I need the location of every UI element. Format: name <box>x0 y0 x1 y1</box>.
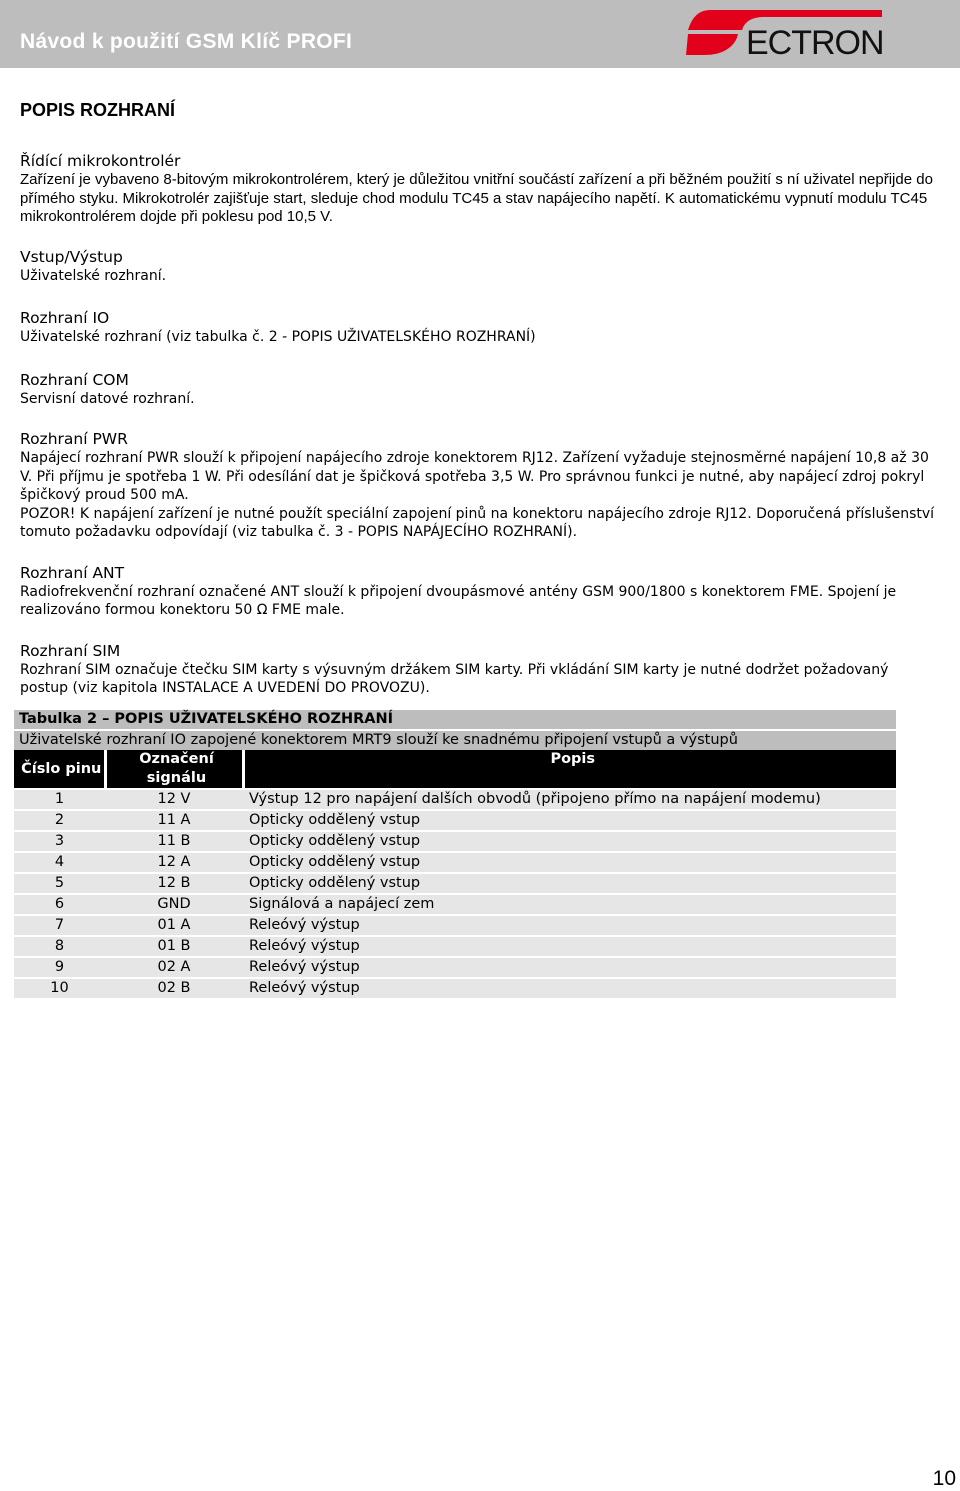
pin-cell: 4 <box>14 852 105 873</box>
section-text: Zařízení je vybaveno 8-bitovým mikrokontrolérem, který je důležitou vnitřní součástí zařízení a při běžném použití s ní uživatel nepřijde do přímého styku. Mikrokotrolér zajišťuje start, sleduje chod modulu TC45 a stav napájecího napětí. K automatickému vypnutí modulu TC45 mikrokontrolérem dojde při poklesu pod 10,5 V. <box>20 171 933 225</box>
section-rozhrani-com <box>20 370 940 409</box>
section-text: Napájecí rozhraní PWR slouží k připojení napájecího zdroje konektorem RJ12. Zařízení vyžaduje stejnosměrné napájení 10,8 až 30 V. Při příjmu je spotřeba 1 W. Při odesílání dat je špičková spotřeba 3,5 W. Pro správnou funkci je nutné, aby napájecí zdroj pokryl špičkový proud 500 mA. <box>20 450 929 503</box>
description-cell: Signálová a napájecí zem <box>243 894 896 915</box>
description-cell: Releóvý výstup <box>243 978 896 999</box>
signal-cell: 12 A <box>105 852 243 873</box>
pin-cell: 1 <box>14 789 105 810</box>
section-text: Radiofrekvenční rozhraní označené ANT slouží k připojení dvoupásmové antény GSM 900/1800 s konektorem FME. Spojení je realizováno formou konektoru 50 Ω FME male. <box>20 583 897 618</box>
section-title: Rozhraní SIM <box>20 641 121 660</box>
table-subcaption-row <box>14 730 896 750</box>
table-row <box>14 852 896 873</box>
column-header-description: Popis <box>243 750 896 789</box>
pin-cell: 7 <box>14 915 105 936</box>
column-header-pin: Číslo pinu <box>14 750 105 789</box>
description-cell: Opticky oddělený vstup <box>243 810 896 831</box>
signal-cell: 02 B <box>105 978 243 999</box>
pin-cell: 6 <box>14 894 105 915</box>
section-title: Rozhraní COM <box>20 370 129 389</box>
pin-cell: 2 <box>14 810 105 831</box>
signal-cell: 01 B <box>105 936 243 957</box>
table-subcaption: Uživatelské rozhraní IO zapojené konektorem MRT9 slouží ke snadnému připojení vstupů a výstupů <box>14 730 896 750</box>
section-text: Uživatelské rozhraní. <box>20 267 167 284</box>
section-title: Rozhraní ANT <box>20 563 125 582</box>
interface-table <box>14 710 896 1000</box>
section-text: Servisní datové rozhraní. <box>20 390 195 407</box>
pin-cell: 9 <box>14 957 105 978</box>
pin-cell: 8 <box>14 936 105 957</box>
svg-text:ECTRON: ECTRON <box>746 24 884 58</box>
description-cell: Opticky oddělený vstup <box>243 873 896 894</box>
section-text: POZOR! K napájení zařízení je nutné použít speciální zapojení pinů na konektoru napájecího zdroje RJ12. Doporučená příslušenství tomuto požadavku odpovídají (viz tabulka č. 3 - POPIS NAPÁJECÍHO ROZHRANÍ). <box>20 505 935 540</box>
signal-cell: 01 A <box>105 915 243 936</box>
page-number: 10 <box>932 1467 956 1490</box>
section-rozhrani-ant <box>20 563 940 620</box>
section-rozhrani-sim <box>20 641 940 698</box>
signal-cell: 11 A <box>105 810 243 831</box>
document-body <box>20 100 940 698</box>
description-cell: Opticky oddělený vstup <box>243 831 896 852</box>
section-text: Rozhraní SIM označuje čtečku SIM karty s výsuvným držákem SIM karty. Při vkládání SIM karty je nutné dodržet požadovaný postup (viz kapitola INSTALACE A UVEDENÍ DO PROVOZU). <box>20 661 889 696</box>
section-rozhrani-io <box>20 308 940 347</box>
table-header-row <box>14 750 896 789</box>
table-row <box>14 873 896 894</box>
section-text: Uživatelské rozhraní (viz tabulka č. 2 - POPIS UŽIVATELSKÉHO ROZHRANÍ) <box>20 329 536 345</box>
description-cell: Opticky oddělený vstup <box>243 852 896 873</box>
description-cell: Výstup 12 pro napájení dalších obvodů (připojeno přímo na napájení modemu) <box>243 789 896 810</box>
signal-cell: 02 A <box>105 957 243 978</box>
table-row <box>14 957 896 978</box>
signal-cell: 12 V <box>105 789 243 810</box>
section-heading: POPIS ROZHRANÍ <box>20 100 176 120</box>
sectron-logo <box>686 6 886 58</box>
table-row <box>14 789 896 810</box>
section-title: Rozhraní PWR <box>20 430 128 448</box>
signal-cell: 11 B <box>105 831 243 852</box>
table-caption: Tabulka 2 – POPIS UŽIVATELSKÉHO ROZHRANÍ <box>14 710 896 730</box>
section-io <box>20 247 940 286</box>
table-row <box>14 831 896 852</box>
table-row <box>14 915 896 936</box>
section-microcontroller <box>20 151 940 227</box>
section-title: Rozhraní IO <box>20 309 110 327</box>
pin-cell: 3 <box>14 831 105 852</box>
description-cell: Releóvý výstup <box>243 936 896 957</box>
table-row <box>14 894 896 915</box>
section-rozhrani-pwr <box>20 429 940 542</box>
column-header-signal: Označení signálu <box>105 750 243 789</box>
table-row <box>14 810 896 831</box>
page-header <box>0 0 960 68</box>
section-title: Řídící mikrokontrolér <box>20 152 181 170</box>
description-cell: Releóvý výstup <box>243 957 896 978</box>
pin-cell: 10 <box>14 978 105 999</box>
description-cell: Releóvý výstup <box>243 915 896 936</box>
table-row <box>14 978 896 999</box>
signal-cell: 12 B <box>105 873 243 894</box>
section-title: Vstup/Výstup <box>20 247 123 266</box>
table-row <box>14 936 896 957</box>
table-caption-row <box>14 710 896 730</box>
document-title: Návod k použití GSM Klíč PROFI <box>20 30 353 53</box>
pin-cell: 5 <box>14 873 105 894</box>
signal-cell: GND <box>105 894 243 915</box>
